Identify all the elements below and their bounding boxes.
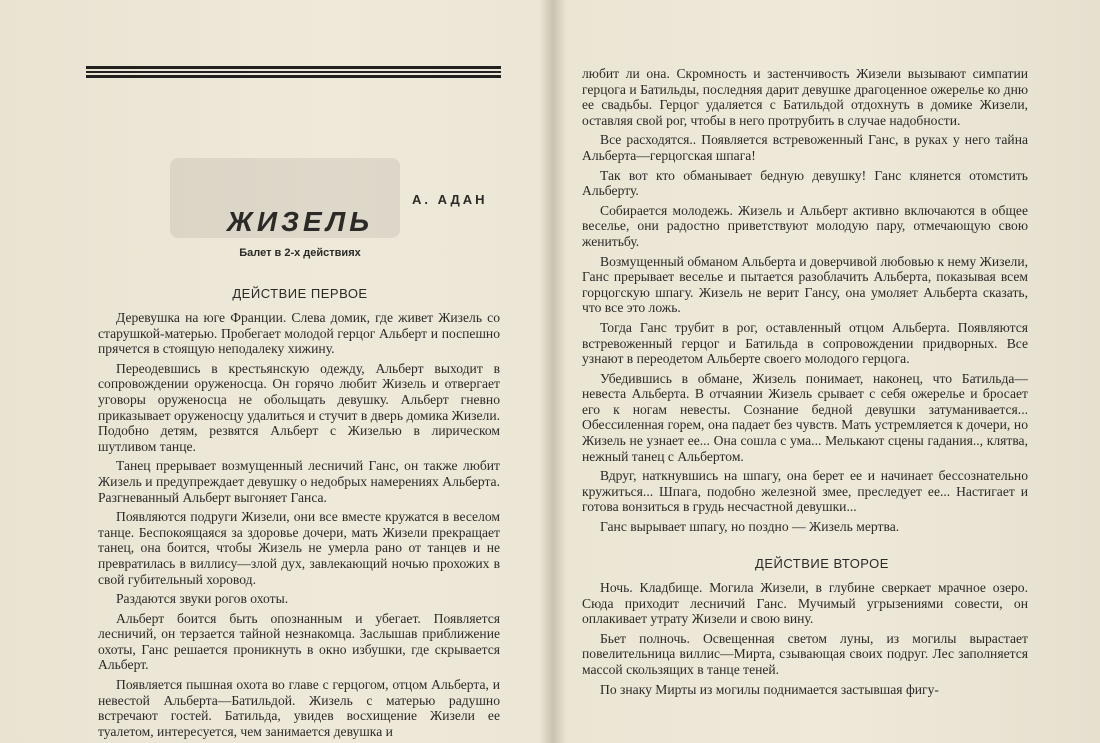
paragraph: Бьет полночь. Освещенная светом луны, из могилы вырастает повелительница виллис—Мирта, сзывающая своих подруг. Лес заполняется массой скользящих в танце теней.: [582, 630, 1028, 677]
paragraph: Появляется пышная охота во главе с герцогом, отцом Альберта, и невестой Альберта—Батильдой. Жизель с матерью радушно встречают гостей. Батильда, увидев восхищение Жизели ее туалетом, интересуется, чем занимается девушка и: [98, 677, 500, 739]
paragraph: Убедившись в обмане, Жизель понимает, наконец, что Батильда—невеста Альберта. В отчаянии Жизель срывает с себя ожерелье и бросает его к ногам невесты. Сознание бедной девушки затуманивается... Обессиленная горем, она падает без чувств. Мать устремляется к дочери, но Жизель не узнает ее... Она сошла с ума... Мелькают сцены гадания.., клятва, нежный танец с Альбертом.: [582, 370, 1028, 464]
paragraph: Танец прерывает возмущенный лесничий Ганс, он также любит Жизель и предупреждает девушку о недобрых намерениях Альберта. Разгневанный Альберт выгоняет Ганса.: [98, 458, 500, 505]
act-two-text: [582, 580, 1028, 701]
right-page: [582, 0, 1028, 743]
paragraph: Ночь. Кладбище. Могила Жизели, в глубине сверкает мрачное озеро. Сюда приходит лесничий Ганс. Мучимый угрызениями совести, он оплакивает утрату Жизели и свою вину.: [582, 580, 1028, 627]
decorative-rules: [86, 66, 501, 84]
right-body-text: [582, 66, 1028, 539]
left-body-text: [98, 310, 500, 743]
paragraph: Тогда Ганс трубит в рог, оставленный отцом Альберта. Появляются встревоженный герцог и Батильда в сопровождении придворных. Все узнают в переодетом Альберте своего молодого герцога.: [582, 319, 1028, 367]
page-subtitle: Балет в 2-х действиях: [239, 247, 361, 259]
page-title: ЖИЗЕЛЬ: [226, 206, 374, 237]
paragraph: Вдруг, наткнувшись на шпагу, она берет ее и начинает бессознательно кружиться... Шпага, подобно железной змее, преследует ее... Настигает и готова вонзиться в грудь несчастной девушки...: [582, 468, 1028, 515]
paragraph: Деревушка на юге Франции. Слева домик, где живет Жизель со старушкой-матерью. Пробегает молодой герцог Альберт и поспешно прячется в стоящую неподалеку хижину.: [98, 310, 500, 357]
left-page: [70, 0, 510, 743]
paragraph: Собирается молодежь. Жизель и Альберт активно включаются в общее веселье, они радостно приветствуют молодую пару, отмечающую свою женитьбу.: [582, 202, 1028, 249]
paragraph: Ганс вырывает шпагу, но поздно — Жизель мертва.: [600, 519, 900, 535]
paragraph: Так вот кто обманывает бедную девушку! Ганс клянется отомстить Альберту.: [582, 167, 1028, 199]
paragraph: Все расходятся.. Появляется встревоженный Ганс, в руках у него тайна Альберта—герцогская шпага!: [582, 132, 1028, 163]
paragraph: Появляются подруги Жизели, они все вместе кружатся в веселом танце. Беспокоящаяся за здоровье дочери, мать Жизели прекращает танец, она боится, чтобы Жизель не умерла рано от танцев и не превратилась в виллису—злой дух, завлекающий ночью прохожих в свой губительный хоровод.: [98, 509, 500, 587]
paragraph: Переодевшись в крестьянскую одежду, Альберт выходит в сопровождении оруженосца. Он горячо любит Жизель и отвергает уговоры оруженосца не обольщать девушку. Альберт гневно приказывает оруженосцу удалиться и стучит в дверь домика Жизели. Подобно детям, резвятся Альберт с Жизелью в лирическом шутливом танце.: [98, 360, 500, 454]
act-one-heading: ДЕЙСТВИЕ ПЕРВОЕ: [232, 286, 368, 301]
paragraph: По знаку Мирты из могилы поднимается застывшая фигу-: [600, 681, 939, 697]
paragraph: Раздаются звуки рогов охоты.: [116, 591, 289, 607]
act-two-heading: ДЕЙСТВИЕ ВТОРОЕ: [755, 556, 889, 571]
paragraph: любит ли она. Скромность и застенчивость Жизели вызывают симпатии герцога и Батильды, последняя дарит девушке драгоценное ожерелье ко дню ее свадьбы. Герцог удаляется с Батильдой отдохнуть в домике Жизели, оставляя свой рог, чтобы в него протрубить в случае надобности.: [582, 66, 1028, 128]
author-name: А. АДАН: [412, 192, 488, 207]
paragraph: Альберт боится быть опознанным и убегает. Появляется лесничий, он терзается тайной незнакомца. Заслышав приближение охоты, Ганс решается проникнуть в окно избушки, где скрывается Альберт.: [98, 610, 500, 673]
paragraph: Возмущенный обманом Альберта и доверчивой любовью к нему Жизели, Ганс прерывает веселье и пытается разоблачить Альберта, показывая всем горцогскую шпагу. Жизель не верит Гансу, она умоляет Альберта сказать, что все это ложь.: [582, 253, 1028, 316]
